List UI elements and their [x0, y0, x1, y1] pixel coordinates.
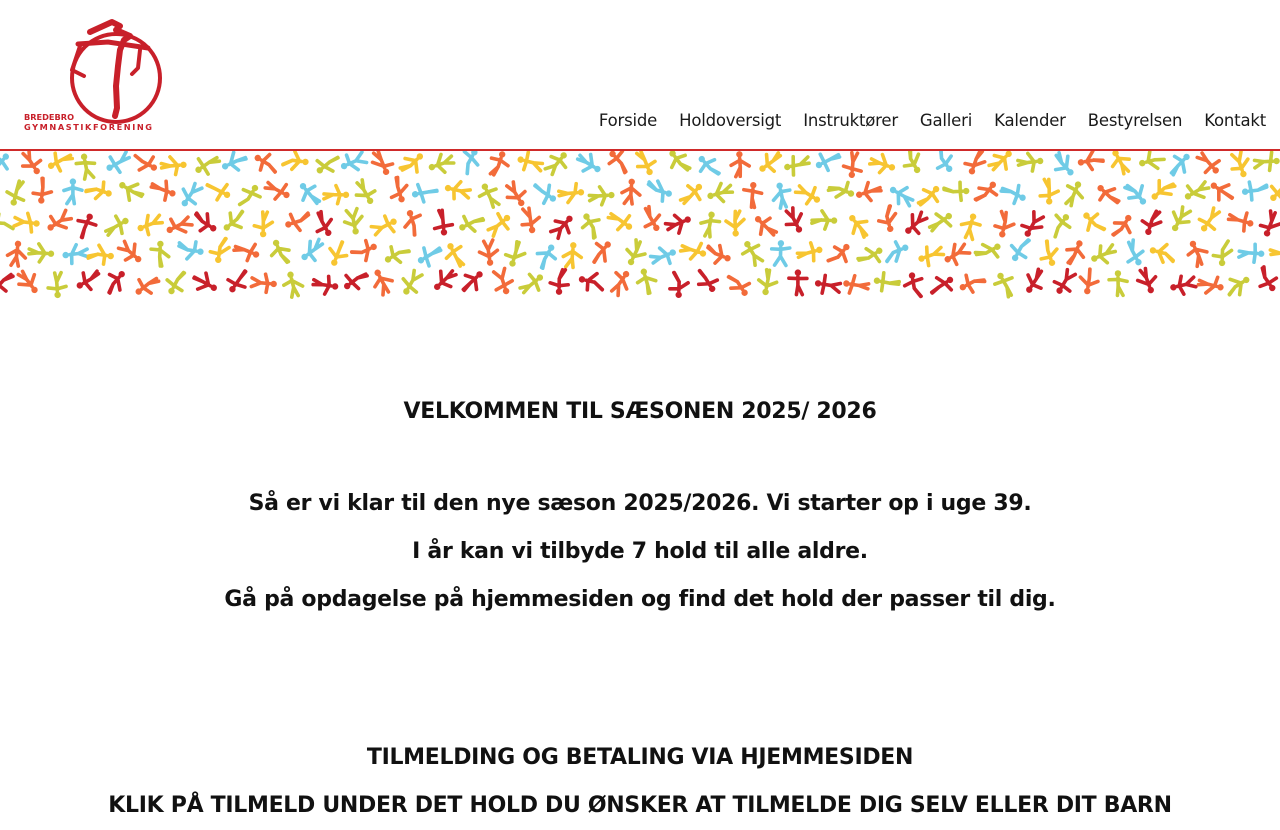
gymnast-figure [1063, 237, 1089, 267]
gymnast-figure [944, 182, 970, 201]
gymnast-figure [369, 151, 395, 178]
gymnast-figure [64, 178, 82, 203]
gymnast-figure [223, 266, 252, 297]
gymnast-figure [574, 151, 605, 178]
gymnast-figure [297, 236, 328, 266]
gymnast-figure [339, 265, 370, 295]
gymnast-figure [351, 177, 379, 208]
gymnast-figure [1197, 273, 1226, 297]
gymnast-figure [972, 177, 1002, 208]
gymnast-figure [1254, 152, 1280, 171]
gymnast-figure [6, 240, 27, 267]
gymnast-figure [993, 211, 1016, 240]
gymnast-figure [1213, 241, 1232, 267]
gymnast-figure [1258, 210, 1280, 240]
gymnast-figure [1265, 176, 1280, 207]
gymnast-figure [548, 210, 578, 241]
gymnast-figure [1061, 178, 1087, 208]
gymnast-figure [491, 267, 516, 297]
gymnast-figure [14, 212, 41, 233]
gymnast-figure [517, 269, 548, 299]
gymnast-figure [85, 178, 115, 203]
gymnast-figure [704, 242, 734, 268]
gymnast-figure [1183, 237, 1210, 268]
signup-instruction: KLIK PÅ TILMELD UNDER DET HOLD DU ØNSKER AT TILMELDE DIG SELV ELLER DIT BARN [108, 793, 1172, 818]
gymnast-figure [443, 179, 472, 202]
gymnast-figure [368, 266, 396, 297]
gymnast-figure [150, 240, 169, 266]
gymnast-figure [856, 242, 887, 271]
gymnast-figure [14, 267, 44, 298]
gymnast-figure [177, 240, 204, 261]
gymnast-figure [400, 207, 425, 237]
gymnast-figure [219, 207, 250, 237]
gymnast-figure [842, 274, 870, 296]
gymnast-figures-pattern [0, 151, 1280, 301]
gymnast-figure [163, 212, 194, 239]
gymnast-figure [1168, 274, 1197, 297]
gymnast-figure [586, 236, 616, 267]
gymnast-figure [876, 205, 900, 234]
gymnast-figure [956, 269, 987, 297]
gymnast-figure [664, 210, 694, 236]
gymnast-figure [44, 151, 75, 175]
gymnast-figure [0, 267, 16, 298]
gymnast-figure [250, 151, 281, 177]
gymnast-figure [577, 270, 606, 293]
gymnast-figure [88, 244, 115, 265]
gymnast-figure [190, 209, 221, 238]
gymnast-figure [410, 182, 438, 204]
gymnast-figure [679, 238, 709, 263]
gymnast-figure [987, 151, 1018, 176]
gymnast-figure [102, 151, 133, 177]
gymnast-figure [814, 274, 842, 296]
gymnast-figure [1270, 242, 1280, 264]
gymnast-figure [1006, 234, 1034, 265]
gymnast-figure [1148, 241, 1177, 265]
gymnast-figure [350, 237, 380, 264]
nav-item-holdoversigt[interactable]: Holdoversigt [679, 111, 782, 130]
gymnast-figure [796, 240, 825, 264]
gymnast-figure [1017, 152, 1044, 173]
club-logo[interactable] [20, 16, 170, 138]
site-header [0, 0, 1280, 150]
gymnast-figure [532, 240, 560, 271]
gymnast-figure [730, 151, 750, 177]
logo-text-line1: BREDEBRO [24, 112, 75, 122]
gymnast-figure [926, 207, 957, 236]
gymnast-figure [543, 151, 573, 178]
gymnast-figure [397, 268, 425, 299]
gymnast-figure [61, 243, 88, 264]
gymnast-figure [750, 211, 781, 241]
gymnast-figure [693, 265, 722, 296]
gymnast-figure [310, 209, 338, 240]
gymnast-figure [1194, 151, 1224, 179]
gymnast-figure [781, 206, 808, 237]
gymnast-figure [441, 239, 468, 270]
gymnast-figure [1146, 175, 1177, 205]
gymnast-figure [903, 271, 925, 299]
gymnast-figure [130, 151, 161, 177]
gymnast-figure [72, 210, 99, 240]
gymnast-figure [251, 273, 278, 293]
gymnast-figure [502, 179, 530, 210]
gymnast-figure [218, 151, 248, 176]
gymnast-figure [324, 185, 350, 203]
gymnast-figure [191, 151, 222, 179]
gymnast-figure [634, 266, 658, 295]
gymnast-figure [515, 151, 544, 174]
gymnast-figure [455, 209, 486, 236]
gymnast-figure [900, 209, 931, 239]
gymnast-figure [281, 269, 305, 298]
gymnast-figure [1241, 180, 1268, 201]
gymnast-figure [162, 267, 190, 298]
gymnast-figure [484, 209, 515, 239]
gymnast-figure [294, 178, 324, 209]
gymnast-figure [116, 238, 147, 268]
gymnast-figure [1206, 176, 1237, 205]
gymnast-figure [47, 272, 67, 298]
gymnast-figure [190, 269, 221, 297]
gymnast-figure [794, 180, 825, 209]
gymnast-figure [562, 241, 582, 268]
gymnast-figure [756, 269, 778, 297]
gymnast-figure [771, 240, 790, 266]
gymnast-figure [32, 178, 53, 205]
gymnast-figure [645, 179, 674, 203]
nav-item-kontakt[interactable]: Kontakt [1204, 111, 1266, 130]
gymnast-figure [343, 208, 365, 236]
gymnast-figure [915, 243, 945, 269]
gymnast-figure [176, 180, 205, 211]
gymnast-figure [974, 237, 1005, 265]
gymnast-figure [783, 154, 811, 176]
gymnast-figure [254, 212, 272, 238]
gymnast-figure [726, 211, 745, 237]
gymnast-figure [649, 243, 679, 269]
gymnast-figure [312, 151, 343, 179]
gymnast-figure [1120, 238, 1148, 269]
gymnast-figure [789, 269, 807, 294]
gymnast-figure [209, 237, 230, 264]
gymnast-figure [927, 271, 958, 300]
gymnast-figure [1040, 179, 1058, 204]
gymnast-figure [429, 265, 460, 295]
gymnast-figure [958, 211, 982, 240]
gymnast-figure [1239, 243, 1265, 263]
gymnast-figure [115, 176, 146, 205]
gymnast-figure [433, 210, 453, 237]
gymnast-figure [487, 151, 512, 178]
gymnast-figure [1018, 210, 1046, 241]
gymnast-figure [73, 267, 104, 295]
gymnast-figure [0, 151, 15, 179]
gymnast-figure [161, 156, 188, 176]
gymnast-figure [770, 181, 793, 209]
gymnast-figure [1049, 151, 1079, 181]
gymnast-figure [738, 237, 766, 268]
intro-paragraph-1: Så er vi klar til den nye sæson 2025/2026. Vi starter op i uge 39. [248, 491, 1032, 516]
gymnast-figure [633, 151, 659, 178]
gymnast-figure [1227, 209, 1256, 233]
gymnast-figure [1092, 179, 1123, 209]
gymnast-figure [898, 151, 926, 177]
nav-item-galleri[interactable]: Galleri [919, 111, 973, 130]
gymnast-figure [236, 181, 265, 212]
gymnast-figure [1122, 179, 1152, 210]
gymnast-figure [929, 151, 958, 177]
gymnast-figure [812, 210, 838, 229]
gymnast-figure [386, 176, 411, 205]
gymnast-figure [1135, 266, 1161, 296]
gymnast-figure [337, 151, 367, 176]
gymnast-figure [854, 180, 883, 205]
gymnast-figure [868, 152, 898, 177]
gymnast-figure [606, 206, 637, 235]
gymnast-figure [232, 238, 262, 264]
gymnast-figure [283, 151, 310, 171]
gymnast-figure [1195, 205, 1224, 236]
gymnast-figure [478, 240, 499, 267]
gymnast-figure [530, 179, 561, 208]
gymnast-figure [663, 151, 693, 176]
gymnast-figure [678, 179, 708, 210]
gymnast-figure [843, 152, 863, 179]
gymnast-figure [962, 151, 987, 177]
gymnast-figure [1078, 207, 1108, 238]
gymnast-figure [550, 270, 568, 296]
gymnast-figure [1088, 242, 1118, 268]
gymnast-figure [457, 266, 488, 296]
gymnast-figure [102, 212, 133, 240]
gymnast-figure [312, 274, 339, 295]
gymnast-figure [670, 272, 689, 298]
gymnast-figure [604, 151, 634, 176]
gymnast-figure [1223, 271, 1254, 300]
gymnast-figure [999, 179, 1030, 207]
gymnast-figure [370, 212, 401, 239]
gymnast-figure [1109, 211, 1138, 242]
gymnast-figure [1106, 151, 1134, 177]
intro-paragraph-3: Gå på opdagelse på hjemmesiden og find det hold der passer til dig. [224, 587, 1056, 612]
main-content [0, 390, 1280, 830]
gymnast-figure [725, 269, 754, 300]
gymnast-figure [75, 152, 97, 180]
gymnast-figure [621, 178, 641, 204]
gymnast-figure [755, 151, 786, 178]
gymnast-figure [398, 151, 429, 178]
welcome-heading: VELKOMMEN TIL SÆSONEN 2025/ 2026 [403, 399, 877, 424]
gymnast-figure [589, 186, 615, 206]
gymnast-figure [1165, 151, 1195, 179]
gymnast-figure [812, 151, 843, 174]
gymnast-figure [267, 236, 293, 266]
gymnast-figure [203, 177, 234, 204]
gymnast-figure [520, 207, 542, 235]
gymnast-figure [4, 179, 28, 208]
nav-item-kalender[interactable]: Kalender [994, 111, 1066, 130]
gymnast-figure [456, 151, 484, 176]
gymnast-figure [100, 266, 130, 297]
gymnast-figure [0, 213, 14, 233]
gymnast-figure [134, 212, 164, 238]
gymnast-figure [325, 239, 351, 269]
gymnast-figure [577, 209, 605, 240]
gymnast-figure [1181, 177, 1212, 205]
nav-item-bestyrelsen[interactable]: Bestyrelsen [1087, 111, 1183, 130]
gymnast-figure [705, 181, 734, 205]
gymnast-figure [381, 240, 412, 269]
gymnast-figure [693, 151, 723, 181]
intro-paragraph-2: I år kan vi tilbyde 7 hold til alle aldre. [412, 539, 868, 564]
gymnast-figure [263, 177, 294, 205]
gymnast-pattern-banner [0, 151, 1280, 301]
nav-item-instruktorer[interactable]: Instruktører [803, 111, 898, 130]
gymnast-figure [283, 209, 312, 234]
gymnast-figure [1036, 239, 1061, 269]
gymnast-figure [827, 177, 857, 203]
gymnast-figure [1078, 268, 1100, 296]
gymnast-figure [475, 180, 502, 211]
gymnast-figure [843, 210, 873, 241]
gymnast-figure [43, 208, 74, 237]
gymnast-figure [17, 151, 46, 179]
main-nav [577, 108, 1266, 134]
gymnast-figure [825, 239, 855, 270]
gymnast-figure [622, 238, 649, 269]
gymnast-figure [149, 177, 179, 203]
gymnast-figure [1228, 151, 1253, 180]
gymnast-figure [1252, 265, 1280, 296]
gymnast-figure [742, 181, 762, 208]
gymnast-figure [503, 240, 527, 269]
gymnast-figure [28, 243, 54, 263]
gymnast-figure [426, 151, 456, 176]
gymnast-figure [881, 238, 911, 264]
gymnast-figure [699, 210, 721, 238]
gymnast-figure [915, 181, 945, 212]
gymnast-figure [414, 241, 445, 269]
gymnast-figure [1137, 151, 1166, 173]
gymnast-figure [131, 271, 162, 301]
gymnast-figure [1166, 204, 1194, 235]
gymnast-figure [558, 183, 585, 203]
logo-text-line2: GYMNASTIKFORENING [24, 122, 152, 132]
nav-item-forside[interactable]: Forside [598, 111, 658, 130]
gymnast-figure [1109, 270, 1127, 296]
gymnast-figure [606, 266, 635, 297]
gymnast-figure [1139, 208, 1164, 237]
gymnast-figure [1020, 266, 1049, 297]
gymnast-figure [1076, 151, 1104, 172]
gymnast-figure [991, 269, 1019, 300]
gymnast-figure [1050, 267, 1078, 298]
signup-heading: TILMELDING OG BETALING VIA HJEMMESIDEN [366, 745, 914, 770]
gymnast-figure [638, 204, 666, 235]
gymnast-figure [1045, 209, 1075, 240]
gymnast-figure [872, 271, 900, 293]
